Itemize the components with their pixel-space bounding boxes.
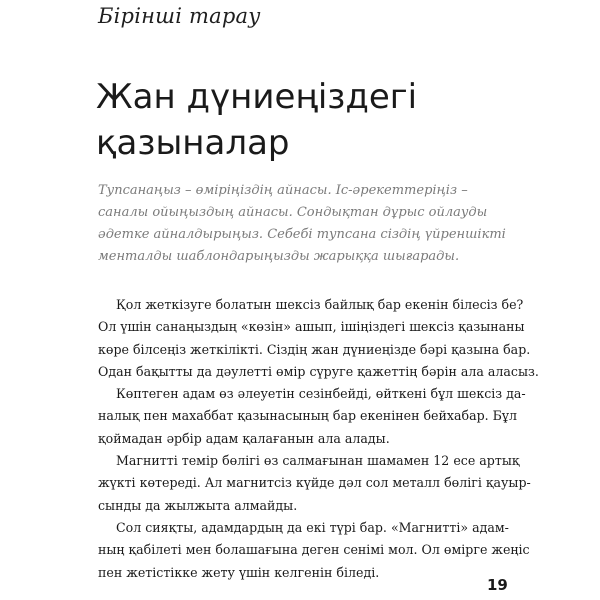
body-line: Қол жеткізуге болатын шексіз байлық бар екенін білесіз бе? — [116, 297, 524, 312]
body-line: Одан бақытты да дәулетті өмір сүруге қажеттің бәрін ала аласыз. — [98, 363, 539, 379]
chapter-label: Бірінші тарау — [98, 4, 261, 28]
body-line: қоймадан әрбір адам қалағанын ала алады. — [98, 430, 390, 446]
epigraph — [98, 180, 510, 268]
body-line: көре білсеңіз жеткілікті. Сіздің жан дүниеңізде бәрі қазына бар. — [98, 341, 531, 357]
body-line: сынды да жылжыта алмайды. — [98, 497, 298, 513]
chapter-title — [96, 74, 516, 166]
body-line: Магнитті темір бөлігі өз салмағынан шамамен 12 есе артық — [116, 453, 520, 469]
body-line: пен жетістікке жету үшін келгенін біледі. — [98, 564, 380, 580]
body-line: Сол сияқты, адамдардың да екі түрі бар. «Магнитті» адам- — [116, 519, 509, 535]
epigraph-line: саналы ойыңыздың айнасы. Сондықтан дұрыс ойлауды — [98, 205, 488, 220]
epigraph-line: Тупсанаңыз – өміріңіздің айнасы. Іс-әрекеттеріңіз – — [98, 183, 468, 198]
epigraph-line: әдетке айналдырыңыз. Себебі тупсана сіздің үйреншікті — [98, 227, 506, 242]
epigraph-line: менталды шаблондарыңызды жарыққа шығарады. — [98, 249, 460, 264]
chapter-title-line: Жан дүниеңіздегі — [96, 77, 418, 117]
body-line: ның қабілеті мен болашағына деген сенімі мол. Ол өмірге жеңіс — [98, 542, 530, 558]
body-line: налық пен махаббат қазынасының бар екенінен бейхабар. Бұл — [98, 408, 518, 424]
body-text — [98, 294, 539, 584]
body-line: жүкті көтереді. Ал магнитсіз күйде дәл сол металл бөлігі қауыр- — [98, 475, 531, 491]
body-line: Ол үшін санаңыздың «көзін» ашып, ішіңіздегі шексіз қазынаны — [98, 319, 525, 335]
page-number: 19 — [487, 576, 508, 594]
chapter-title-line: қазыналар — [96, 123, 290, 163]
body-line: Көптеген адам өз әлеуетін сезінбейді, өйткені бұл шексіз да- — [116, 386, 526, 402]
